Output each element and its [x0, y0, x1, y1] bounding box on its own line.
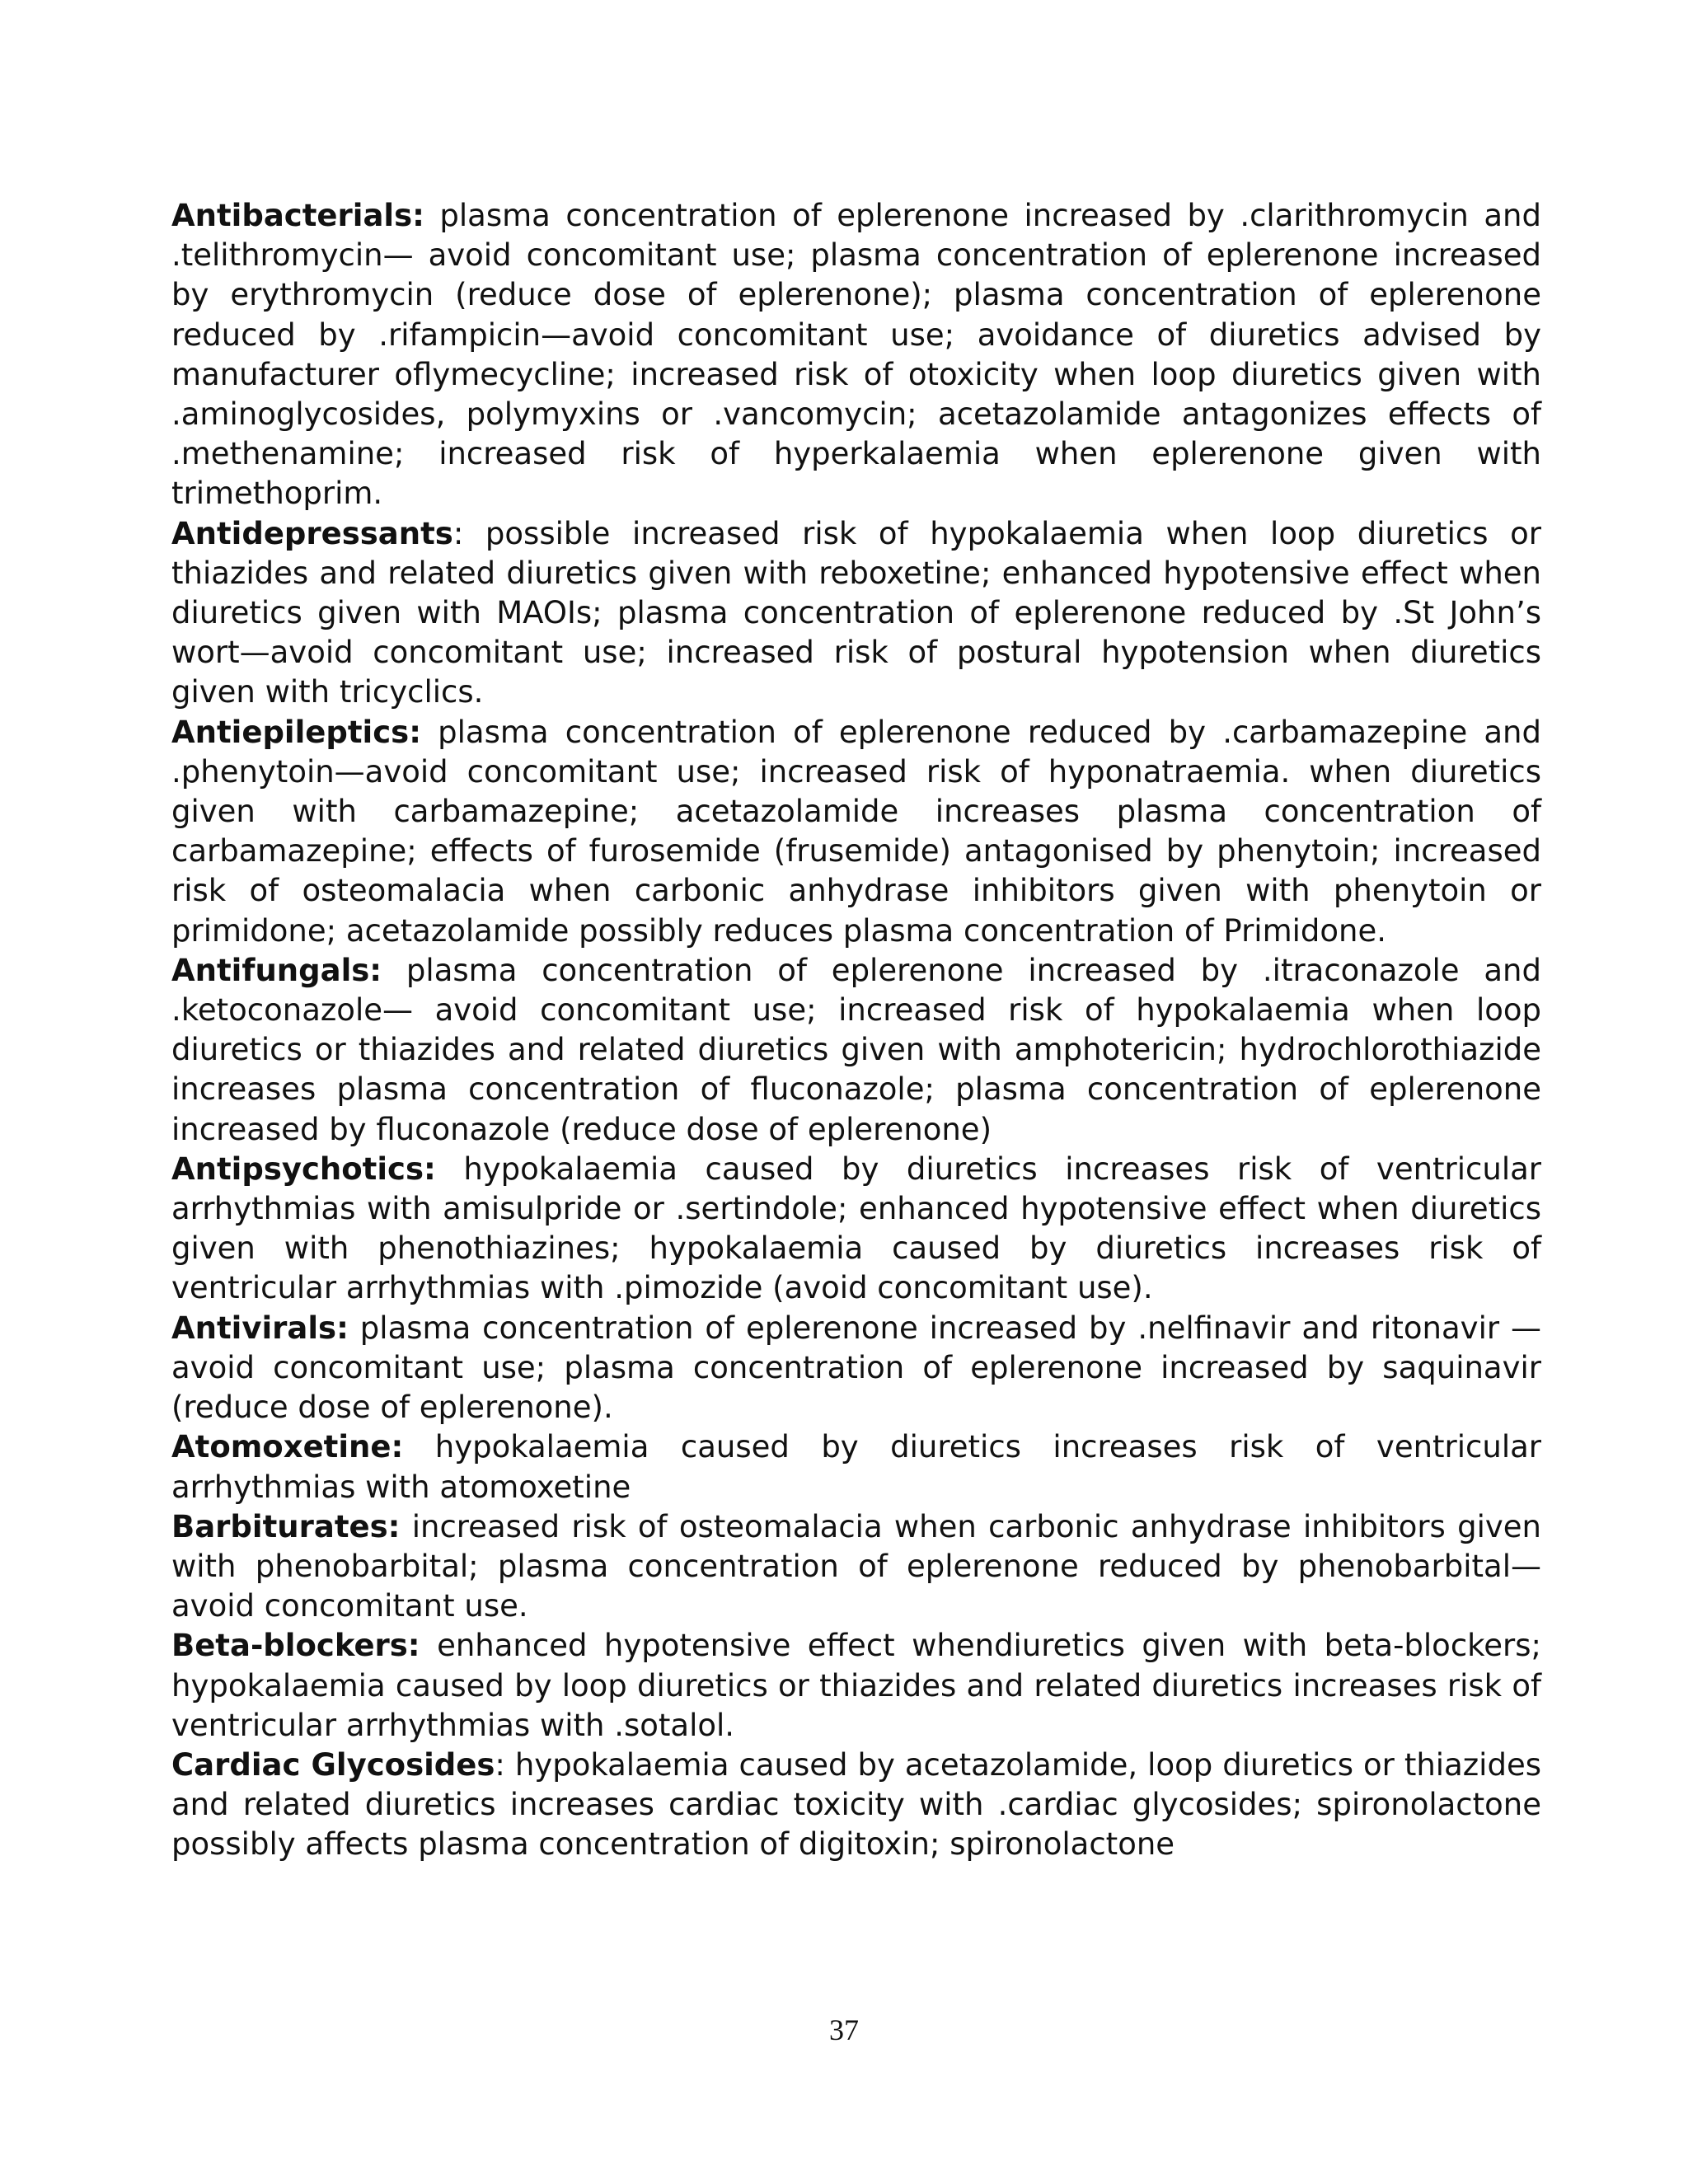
entry-antiepileptics — [171, 713, 1541, 951]
entry-antipsychotics — [171, 1150, 1541, 1309]
entry-term: Antibacterials: — [171, 198, 424, 233]
entry-term: Beta-blockers: — [171, 1628, 420, 1664]
entry-antifungals — [171, 951, 1541, 1150]
entry-term: Antidepressants — [171, 515, 453, 551]
entry-beta-blockers — [171, 1626, 1541, 1746]
entry-text: : hypokalaemia caused by acetazolamide, loop diuretics or thiazides and related diuretics increases cardiac toxicity with .cardiac glycosides; spironolactone possibly affects plasma concentration of digitoxin; spironolactone — [171, 1746, 1541, 1863]
entry-term: Antipsychotics: — [171, 1151, 436, 1187]
entry-term: Antifungals: — [171, 952, 382, 988]
entry-term: Barbiturates: — [171, 1508, 401, 1544]
entry-text: enhanced hypotensive effect whendiuretics given with beta-blockers; hypokalaemia caused by loop diuretics or thiazides and related diuretics increases risk of ventricular arrhythmias with .sotalol. — [171, 1628, 1541, 1743]
entry-text: plasma concentration of eplerenone increased by .itraconazole and .ketoconazole— avoid concomitant use; increased risk of hypokalaemia when loop diuretics or thiazides and related diuretics given with amphotericin; hydrochlorothiazide increases plasma concentration of fluconazole; plasma concentration of eplerenone increased by fluconazole (reduce dose of eplerenone) — [171, 952, 1541, 1147]
entry-text: hypokalaemia caused by diuretics increases risk of ventricular arrhythmias with amisulpride or .sertindole; enhanced hypotensive effect when diuretics given with phenothiazines; hypokalaemia caused by diuretics increases risk of ventricular arrhythmias with .pimozide (avoid concomitant use). — [171, 1151, 1541, 1306]
interaction-list — [171, 196, 1541, 1865]
entry-term: Antivirals: — [171, 1310, 349, 1346]
entry-text: plasma concentration of eplerenone increased by .clarithromycin and .telithromycin— avoid concomitant use; plasma concentration of eplerenone increased by erythromycin (reduce dose of eplerenone); plasma concentration of eplerenone reduced by .rifampicin—avoid concomitant use; avoidance of diuretics advised by manufacturer oflymecycline; increased risk of otoxicity when loop diuretics given with .aminoglycosides, polymyxins or .vancomycin; acetazolamide antagonizes effects of .methenamine; increased risk of hyperkalaemia when eplerenone given with trimethoprim. — [171, 198, 1541, 512]
entry-text: : possible increased risk of hypokalaemia when loop diuretics or thiazides and related diuretics given with reboxetine; enhanced hypotensive effect when diuretics given with MAOIs; plasma concentration of eplerenone reduced by .St John’s wort—avoid concomitant use; increased risk of postural hypotension when diuretics given with tricyclics. — [171, 515, 1541, 710]
entry-text: hypokalaemia caused by diuretics increases risk of ventricular arrhythmias with atomoxetine — [171, 1429, 1541, 1505]
entry-text: increased risk of osteomalacia when carbonic anhydrase inhibitors given with phenobarbital; plasma concentration of eplerenone reduced by phenobarbital—avoid concomitant use. — [171, 1508, 1541, 1624]
entry-term: Atomoxetine: — [171, 1429, 404, 1465]
entry-barbiturates — [171, 1507, 1541, 1627]
page-number: 37 — [829, 2013, 859, 2046]
entry-text: plasma concentration of eplerenone increased by .nelfinavir and ritonavir —avoid concomitant use; plasma concentration of eplerenone increased by saquinavir (reduce dose of eplerenone). — [171, 1310, 1541, 1426]
entry-antivirals — [171, 1309, 1541, 1428]
entry-term: Cardiac Glycosides — [171, 1746, 495, 1783]
entry-term: Antiepileptics: — [171, 714, 421, 750]
entry-antibacterials — [171, 196, 1541, 514]
entry-cardiac-glycosides — [171, 1746, 1541, 1865]
entry-atomoxetine — [171, 1427, 1541, 1507]
entry-text: plasma concentration of eplerenone reduced by .carbamazepine and .phenytoin—avoid concomitant use; increased risk of hyponatraemia. when diuretics given with carbamazepine; acetazolamide increases plasma concentration of carbamazepine; effects of furosemide (frusemide) antagonised by phenytoin; increased risk of osteomalacia when carbonic anhydrase inhibitors given with phenytoin or primidone; acetazolamide possibly reduces plasma concentration of Primidone. — [171, 714, 1541, 949]
entry-antidepressants — [171, 514, 1541, 713]
